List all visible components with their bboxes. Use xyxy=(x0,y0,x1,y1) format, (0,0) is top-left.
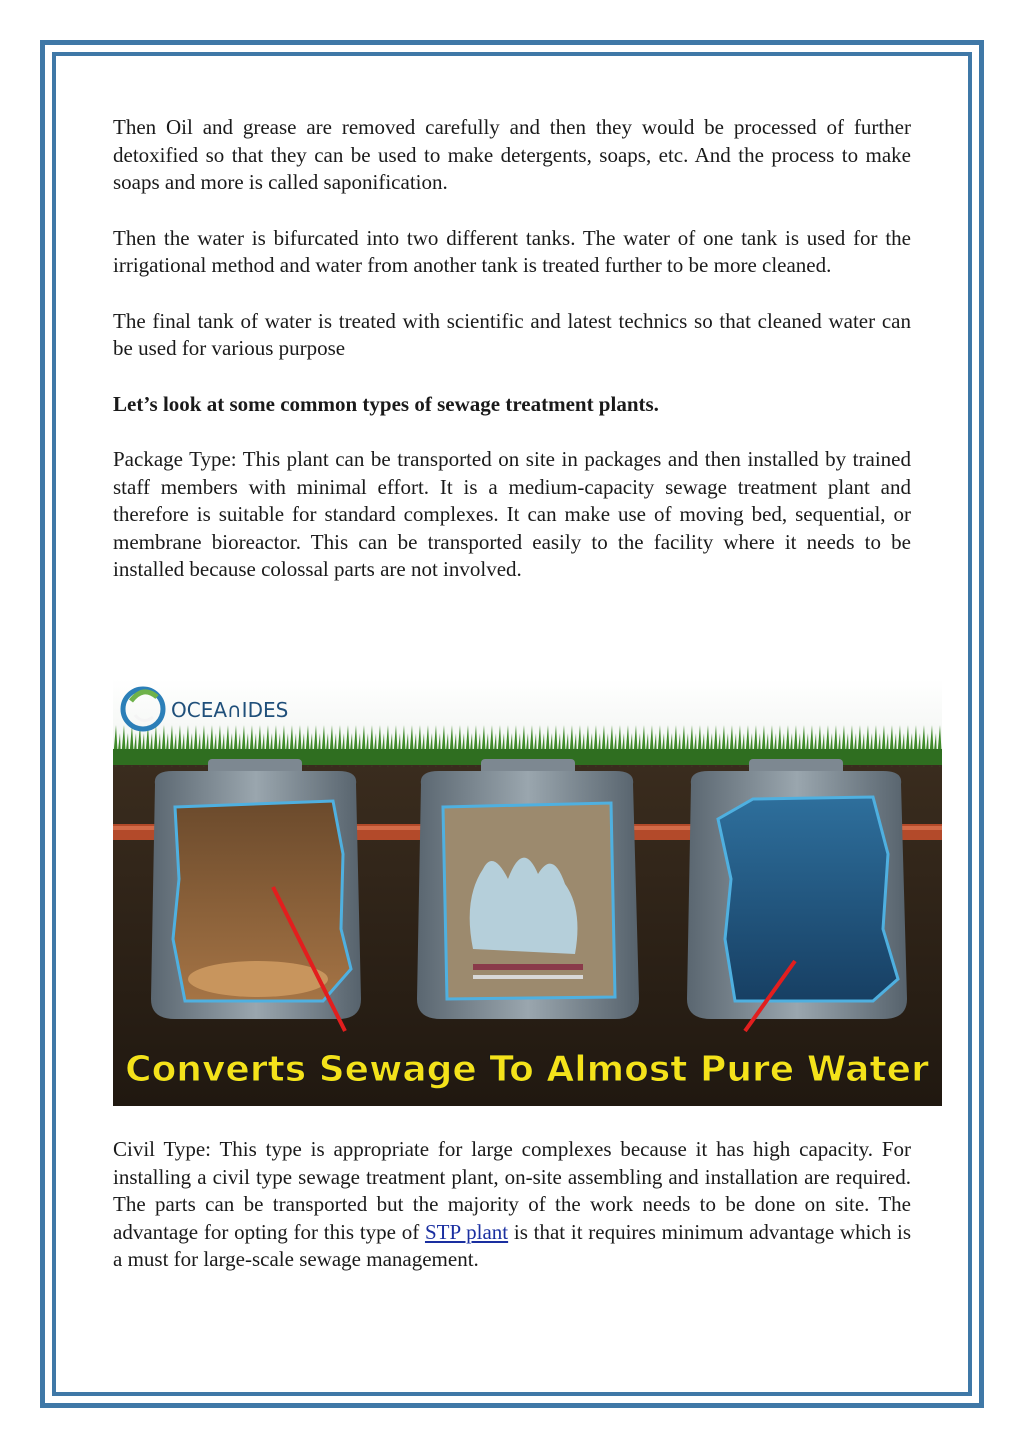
paragraph-oil-grease: Then Oil and grease are removed carefully and then they would be processed of further detoxified so that they can be used to make detergents, soaps, etc. And the process to make soaps and more is called saponification. xyxy=(113,115,911,194)
tank-2-aeration xyxy=(417,759,639,1019)
section-heading: Let’s look at some common types of sewage treatment plants. xyxy=(113,391,659,416)
illustration-caption: Converts Sewage To Almost Pure Water xyxy=(125,1049,929,1090)
paragraph-package-type: Package Type: This plant can be transported on site in packages and then installed by trained staff members with minimal effort. It is a medium-capacity sewage treatment plant and therefore is suitable for standard complexes. It can make use of moving bed, sequential, or membrane bioreactor. This can be transported easily to the facility where it needs to be installed because colossal parts are not involved. xyxy=(113,447,911,581)
stp-plant-link[interactable]: STP plant xyxy=(424,1219,509,1244)
sewage-tanks-illustration xyxy=(113,679,942,1106)
paragraph-final-tank: The final tank of water is treated with scientific and latest technics so that cleaned water can be used for various purpose xyxy=(113,308,911,360)
document-body xyxy=(113,114,911,612)
logo-text: OCEA∩IDES xyxy=(171,698,289,722)
civil-type-text-end: is that it requires minimum advantage which is a must for large-scale sewage management. xyxy=(113,1219,912,1271)
paragraph-bifurcation: Then the water is bifurcated into two different tanks. The water of one tank is used for the irrigational method and water from another tank is treated further to be more cleaned. xyxy=(113,225,911,277)
civil-type-text-start: Civil Type: This type is appropriate for large complexes because it has high capacity. For installing a civil type sewage treatment plant, on-site assembling and installation are required. The parts can be transported but the majority of the work needs to be done on site. The advantage for opting for this type of xyxy=(113,1137,911,1244)
tank-3-clean-water xyxy=(687,759,907,1031)
document-body-lower xyxy=(113,1136,911,1274)
tank-1-sludge xyxy=(151,759,361,1031)
paragraph-civil-type xyxy=(113,1136,911,1274)
